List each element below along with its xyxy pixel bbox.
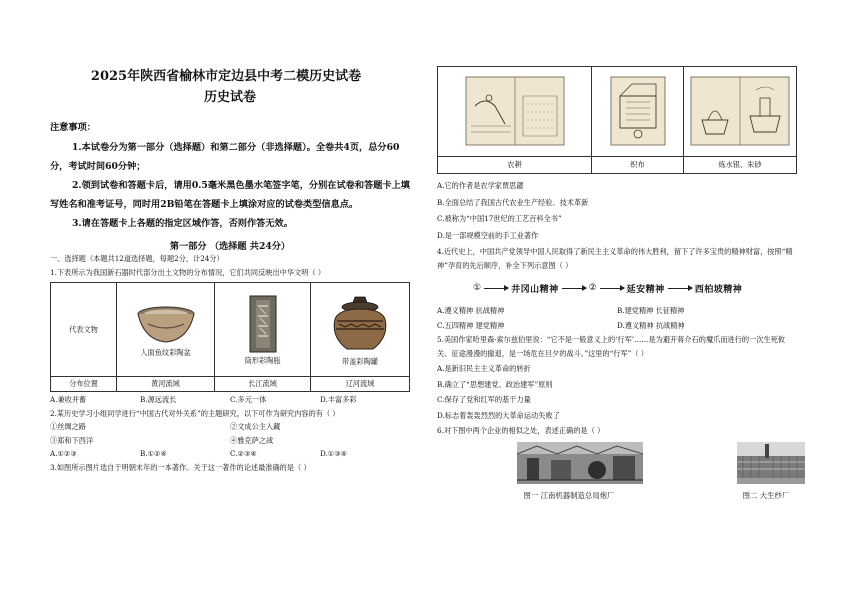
q2-items-row1 — [50, 420, 410, 434]
painted-basin-image — [134, 302, 198, 346]
artifact-region-1: 黄河流域 — [117, 377, 215, 392]
book-caption-3: 炼水银、朱砂 — [684, 157, 797, 174]
book-caption-1: 农耕 — [438, 157, 592, 174]
q2-options — [50, 447, 410, 461]
q6-caption-2: 图二 大生纱厂 — [742, 490, 790, 500]
notice-item-2: 2.领到试卷和答题卡后，请用0.5毫米黑色墨水笔签字笔，分别在试卷和答题卡上填写姓名和准考证号，同时用2B铅笔在答题卡上填涂对应的试卷类型信息点。 — [50, 180, 410, 210]
artifact-name-1: 人面鱼纹彩陶盆 — [140, 347, 191, 357]
q1-stem: 1.下表所示为我国新石器时代部分出土文物的分布情况，它们共同反映出中华文明（ ） — [50, 267, 326, 277]
q4-option-d[interactable]: D.遵义精神 抗战精神 — [617, 320, 685, 330]
q5-option-a[interactable]: A.是新旧民主主义革命的转折 — [437, 364, 531, 373]
q1-options — [50, 393, 410, 407]
artifact-region-2: 长江流域 — [215, 377, 311, 392]
flow-yanan: 延安精神 — [626, 284, 665, 295]
flow-blank-1: ① — [473, 283, 482, 293]
artifact-region-3: 辽河流域 — [311, 377, 410, 392]
cylinder-vase-image — [248, 294, 278, 354]
book-image-mercury — [684, 67, 797, 157]
q2-option-c[interactable]: C.②③④ — [230, 449, 257, 458]
q2-items-row2 — [50, 434, 410, 448]
q4-option-b[interactable]: B.建党精神 长征精神 — [617, 306, 685, 315]
farming-illustration — [465, 76, 565, 146]
q4-options-row1 — [437, 304, 797, 318]
notice-item-1: 1.本试卷分为第一部分（选择题）和第二部分（非选择题）。全卷共4页，总分60分，考试时间60分钟； — [50, 142, 400, 172]
q6-photos — [495, 442, 805, 501]
q3-option-c[interactable]: C.被称为“中国17世纪的工艺百科全书” — [437, 214, 562, 223]
q1-option-b[interactable]: B.源远流长 — [140, 395, 177, 404]
q1-option-d[interactable]: D.丰富多彩 — [320, 395, 357, 404]
flow-blank-2: ② — [588, 283, 597, 293]
q2-stem: 2.某历史学习小组同学进行“中国古代对外关系”的主题研究，以下可作为研究内容的有（ ） — [50, 408, 340, 418]
q3-book-images — [437, 66, 797, 174]
part1-title: 第一部分 （选择题 共24分） — [169, 241, 291, 252]
row-label-location: 分布位置 — [51, 377, 117, 392]
weaving-illustration — [610, 76, 666, 146]
q4-stem: 4.近代史上，中国共产党领导中国人民取得了新民主主义革命的伟大胜利，留下了许多宝贵的精神财富，按照“精神”孕育的先后顺序，补全下列示意图（ ） — [437, 247, 793, 270]
q6-photo-2 — [727, 442, 805, 501]
q4-flow-diagram — [473, 280, 797, 296]
q6-photo-1 — [495, 442, 643, 501]
q3-option-a[interactable]: A.它的作者是农学家贾思勰 — [437, 181, 524, 190]
q1-artifact-table — [50, 282, 410, 392]
flow-xibaipo: 西柏坡精神 — [694, 284, 743, 295]
q4-option-c[interactable]: C.五四精神 建党精神 — [437, 320, 505, 330]
book-caption-2: 织布 — [592, 157, 684, 174]
q3-option-d[interactable]: D.是一部规模空前的手工业著作 — [437, 230, 539, 240]
q2-item-1: ①丝绸之路 — [50, 422, 86, 431]
q5-option-b[interactable]: B.确立了“思想建党、政治建军”原则 — [437, 379, 553, 389]
mercury-refining-illustration — [690, 76, 790, 146]
q1-option-a[interactable]: A.兼收并蓄 — [50, 395, 87, 404]
q2-option-d[interactable]: D.①③④ — [320, 449, 348, 458]
q6-stem: 6.对下图中两个企业的相似之处，表述正确的是（ ） — [437, 426, 605, 435]
q5-stem: 5.美国作家哈里森·索尔兹伯里说：“它不是一般意义上的‘行军’……是为避开蒋介石的魔爪而进行的一次生死攸关、征途漫漫的撤退，是一场危在旦夕的战斗。”这里的“行军”（ ） — [437, 335, 786, 358]
notice-heading: 注意事项： — [50, 122, 96, 133]
q2-item-4: ④雅克萨之战 — [230, 435, 274, 445]
flow-arrow-icon — [600, 288, 624, 289]
q5-option-c[interactable]: C.保存了党和红军的基干力量 — [437, 395, 531, 404]
artifact-cell-1 — [117, 283, 215, 377]
notice-item-3: 3.请在答题卡上各题的指定区域作答，否则作答无效。 — [72, 218, 293, 229]
artifact-name-2: 筒形彩陶瓶 — [244, 355, 281, 365]
q4-option-a[interactable]: A.遵义精神 抗战精神 — [437, 306, 505, 315]
q2-item-3: ③郑和下西洋 — [50, 435, 94, 445]
dasheng-mill-photo — [737, 442, 805, 484]
artifact-cell-2 — [215, 283, 311, 377]
q2-item-2: ②文成公主入藏 — [230, 422, 281, 431]
q2-option-a[interactable]: A.①②③ — [50, 449, 77, 458]
lidded-jar-image — [327, 293, 393, 355]
q4-options-row2 — [437, 319, 797, 333]
left-column — [50, 68, 410, 474]
flow-jinggangshan: 井冈山精神 — [511, 284, 559, 295]
q5-option-d[interactable]: D.标志着轰轰烈烈的大革命运动失败了 — [437, 410, 560, 420]
exam-title: 2025年陕西省榆林市定边县中考二模历史试卷 — [90, 69, 362, 84]
flow-arrow-icon — [668, 288, 692, 289]
artifact-cell-3 — [311, 283, 410, 377]
q3-stem: 3.如图所示图片选自于明朝末年的一本著作。关于这一著作的论述最准确的是（ ） — [50, 462, 311, 472]
book-image-weaving — [592, 67, 684, 157]
flow-arrow-icon — [484, 288, 508, 289]
flow-arrow-icon — [562, 288, 586, 289]
right-column — [437, 66, 797, 501]
q3-option-b[interactable]: B.全面总结了我国古代农业生产经验、技术革新 — [437, 197, 589, 207]
q2-option-b[interactable]: B.①②④ — [140, 449, 167, 458]
row-label-artifacts: 代表文物 — [51, 283, 117, 377]
artifact-name-3: 带盖彩陶罐 — [342, 356, 378, 366]
exam-subtitle: 历史试卷 — [203, 90, 256, 105]
q1-option-c[interactable]: C.多元一体 — [230, 395, 267, 404]
book-image-farming — [438, 67, 592, 157]
section-title: 一、选择题（本题共12道选择题，每题2分，计24分） — [50, 254, 224, 263]
q6-caption-1: 图一 江南机器制造总局炮厂 — [523, 490, 615, 500]
arsenal-photo — [517, 442, 643, 484]
